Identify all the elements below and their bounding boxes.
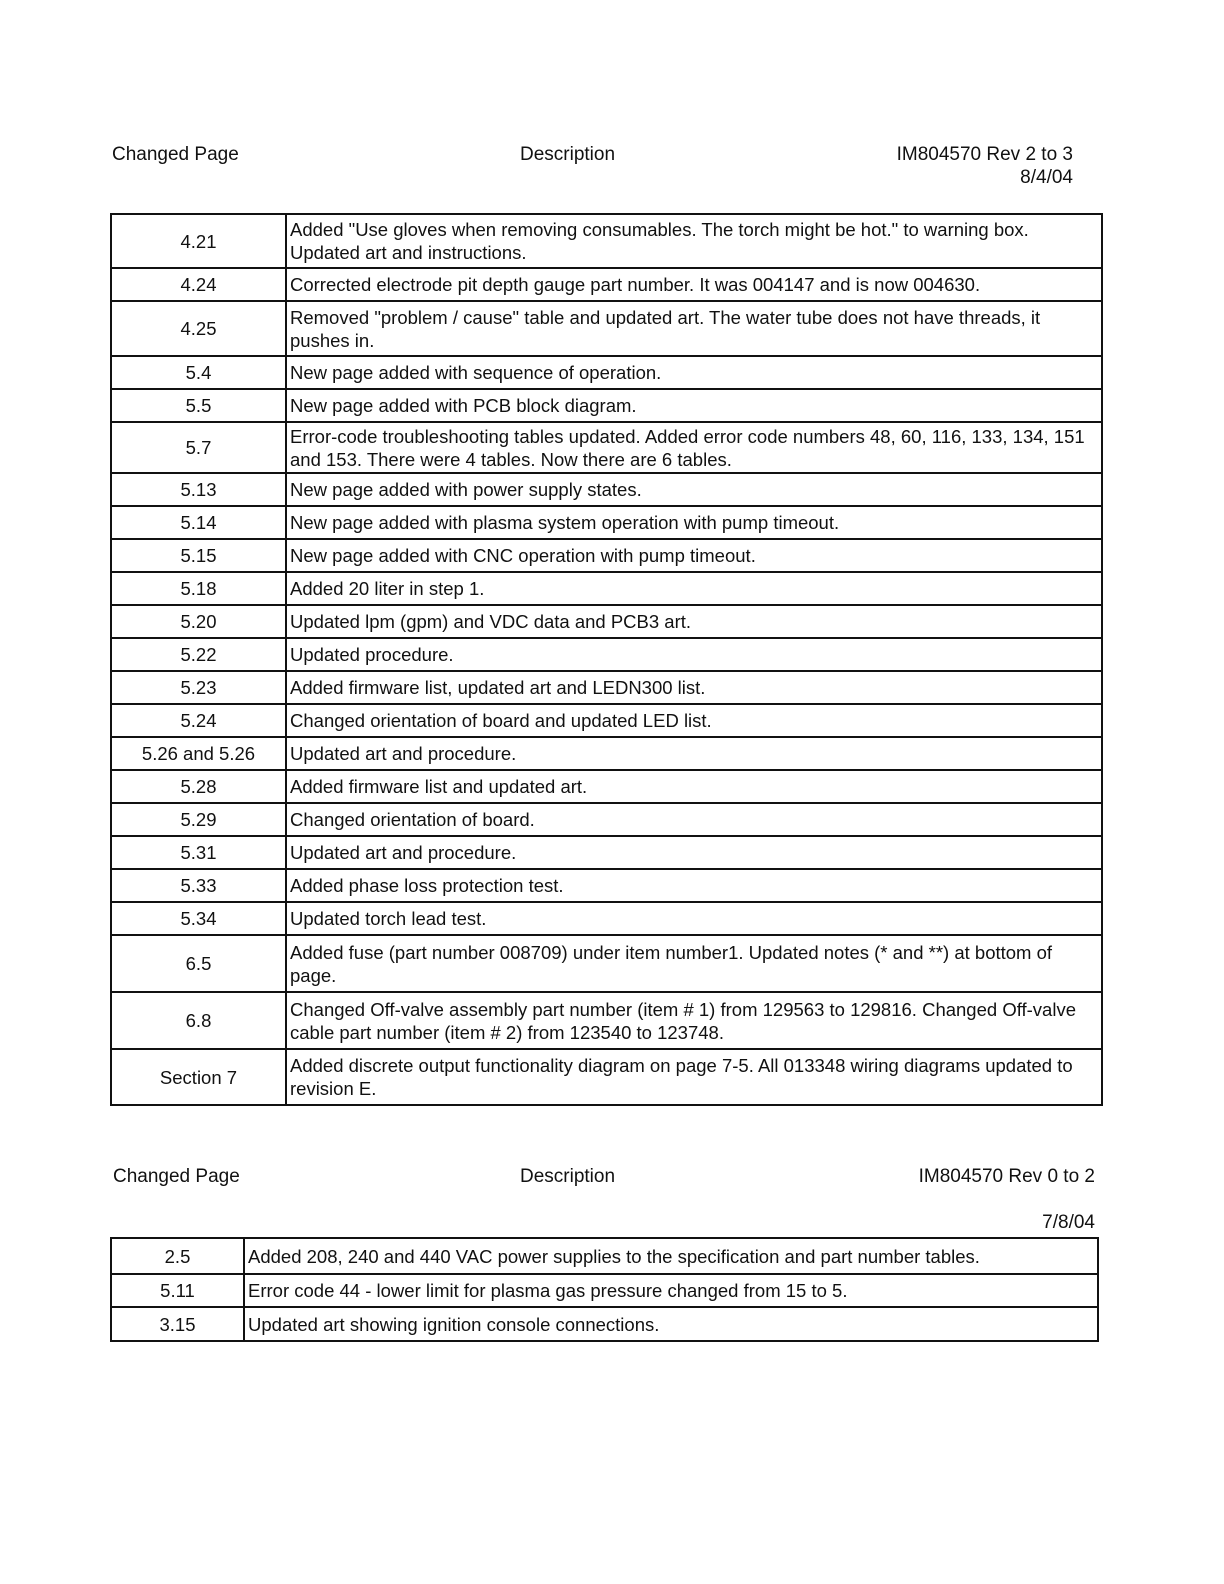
changed-page-cell: 5.13 [111, 473, 286, 506]
section1-header-doc-revision: IM804570 Rev 2 to 3 [896, 144, 1073, 165]
table-row [111, 737, 1102, 770]
changed-page-cell: 5.20 [111, 605, 286, 638]
table-row [111, 935, 1102, 992]
description-cell: Error code 44 - lower limit for plasma gas pressure changed from 15 to 5. [244, 1274, 1098, 1307]
description-cell: Added 208, 240 and 440 VAC power supplies to the specification and part number tables. [244, 1238, 1098, 1274]
description-cell: New page added with sequence of operation. [286, 356, 1102, 389]
description-cell: Added fuse (part number 008709) under item number1. Updated notes (* and **) at bottom of page. [286, 935, 1102, 992]
description-cell: Added 20 liter in step 1. [286, 572, 1102, 605]
description-cell: Added discrete output functionality diagram on page 7-5. All 013348 wiring diagrams updated to revision E. [286, 1049, 1102, 1105]
table-row [111, 1274, 1098, 1307]
changed-page-cell: 5.28 [111, 770, 286, 803]
table-row [111, 869, 1102, 902]
description-cell: Changed Off-valve assembly part number (item # 1) from 129563 to 129816. Changed Off-valve cable part number (item # 2) from 123540 to 123748. [286, 992, 1102, 1049]
description-cell: New page added with plasma system operation with pump timeout. [286, 506, 1102, 539]
description-cell: Updated procedure. [286, 638, 1102, 671]
section1-header-description: Description [520, 144, 616, 165]
changed-page-cell: Section 7 [111, 1049, 286, 1105]
changed-page-cell: 6.5 [111, 935, 286, 992]
table-row [111, 671, 1102, 704]
table-row [111, 836, 1102, 869]
changed-page-cell: 5.26 and 5.26 [111, 737, 286, 770]
table-row [111, 770, 1102, 803]
description-cell: Updated art and procedure. [286, 737, 1102, 770]
description-cell: New page added with PCB block diagram. [286, 389, 1102, 422]
changed-page-cell: 5.14 [111, 506, 286, 539]
changed-page-cell: 3.15 [111, 1307, 244, 1341]
description-cell: Added firmware list and updated art. [286, 770, 1102, 803]
changed-page-cell: 5.5 [111, 389, 286, 422]
description-cell: Error-code troubleshooting tables updated. Added error code numbers 48, 60, 116, 133, 134, 151 and 153. There were 4 tables. Now there are 6 tables. [286, 422, 1102, 473]
table-row [111, 704, 1102, 737]
changed-page-cell: 5.33 [111, 869, 286, 902]
description-cell: Added firmware list, updated art and LEDN300 list. [286, 671, 1102, 704]
description-cell: Updated lpm (gpm) and VDC data and PCB3 art. [286, 605, 1102, 638]
section1-header-changed-page: Changed Page [112, 144, 239, 165]
changed-page-cell: 5.15 [111, 539, 286, 572]
changed-page-cell: 5.18 [111, 572, 286, 605]
description-cell: Updated art and procedure. [286, 836, 1102, 869]
table-row [111, 1049, 1102, 1105]
changed-page-cell: 6.8 [111, 992, 286, 1049]
table-row [111, 389, 1102, 422]
changed-page-cell: 5.23 [111, 671, 286, 704]
table-row [111, 992, 1102, 1049]
section2-header-date: 7/8/04 [1042, 1212, 1095, 1233]
section2-header-description: Description [520, 1166, 616, 1187]
changed-page-cell: 5.34 [111, 902, 286, 935]
description-cell: Changed orientation of board and updated LED list. [286, 704, 1102, 737]
section2-header-doc-revision: IM804570 Rev 0 to 2 [918, 1166, 1095, 1187]
changed-page-cell: 4.25 [111, 301, 286, 356]
changed-page-cell: 4.21 [111, 214, 286, 268]
table-row [111, 473, 1102, 506]
table-row [111, 506, 1102, 539]
changed-page-cell: 5.11 [111, 1274, 244, 1307]
table-row [111, 539, 1102, 572]
table-row [111, 301, 1102, 356]
changed-page-cell: 4.24 [111, 268, 286, 301]
section2-change-table [110, 1237, 1099, 1342]
description-cell: Removed "problem / cause" table and updated art. The water tube does not have threads, it pushes in. [286, 301, 1102, 356]
changed-page-cell: 5.29 [111, 803, 286, 836]
table-row [111, 268, 1102, 301]
description-cell: Corrected electrode pit depth gauge part number. It was 004147 and is now 004630. [286, 268, 1102, 301]
changed-page-cell: 5.22 [111, 638, 286, 671]
table-row [111, 356, 1102, 389]
table-row [111, 572, 1102, 605]
section1-change-table [110, 213, 1103, 1106]
changed-page-cell: 5.31 [111, 836, 286, 869]
description-cell: Added "Use gloves when removing consumables. The torch might be hot." to warning box. Updated art and instructions. [286, 214, 1102, 268]
table-row [111, 422, 1102, 473]
table-row [111, 214, 1102, 268]
table-row [111, 1307, 1098, 1341]
description-cell: Updated torch lead test. [286, 902, 1102, 935]
table-row [111, 1238, 1098, 1274]
table-row [111, 803, 1102, 836]
section1-header-date: 8/4/04 [1020, 167, 1073, 188]
description-cell: Changed orientation of board. [286, 803, 1102, 836]
table-row [111, 605, 1102, 638]
changed-page-cell: 5.24 [111, 704, 286, 737]
changed-page-cell: 2.5 [111, 1238, 244, 1274]
changed-page-cell: 5.7 [111, 422, 286, 473]
changed-page-cell: 5.4 [111, 356, 286, 389]
description-cell: New page added with power supply states. [286, 473, 1102, 506]
description-cell: New page added with CNC operation with pump timeout. [286, 539, 1102, 572]
table-row [111, 638, 1102, 671]
section2-header-changed-page: Changed Page [113, 1166, 240, 1187]
description-cell: Added phase loss protection test. [286, 869, 1102, 902]
table-row [111, 902, 1102, 935]
description-cell: Updated art showing ignition console connections. [244, 1307, 1098, 1341]
